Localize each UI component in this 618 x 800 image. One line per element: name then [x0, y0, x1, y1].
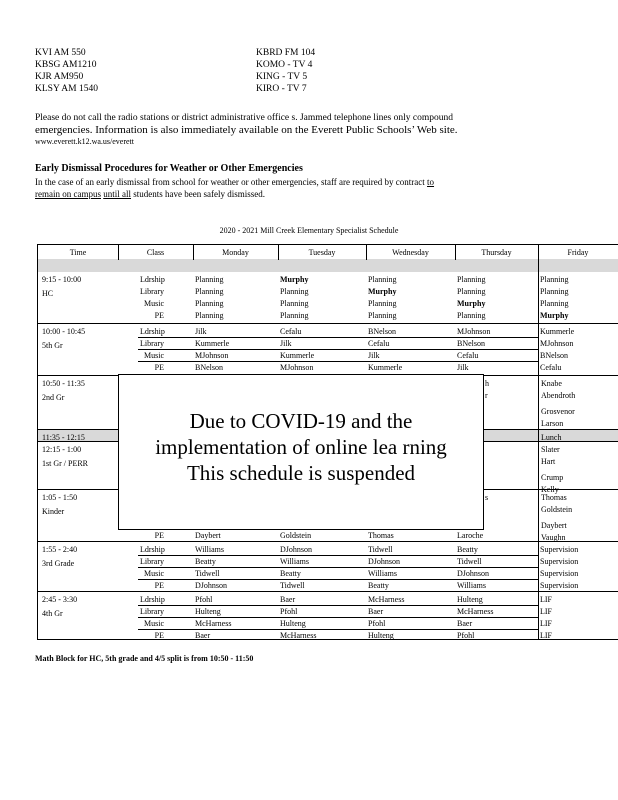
schedule-title: 2020 - 2021 Mill Creek Elementary Specialist Schedule: [219, 226, 399, 235]
schedule-cell: Hulteng: [195, 607, 221, 616]
schedule-cell: Daybert: [195, 531, 221, 540]
time-cell: 1:05 - 1:50: [42, 493, 78, 502]
schedule-cell: Williams: [195, 545, 225, 554]
schedule-cell: Kummerle: [195, 339, 230, 348]
schedule-cell: Williams: [457, 581, 487, 590]
partial-cell: s: [485, 493, 489, 502]
schedule-cell: Laroche: [457, 531, 484, 540]
class-cell: Ldrship: [140, 545, 165, 554]
group-cell: 1st Gr / PERR: [42, 459, 89, 468]
paragraph-text: In the case of an early dismissal from school for weather or other emergencies, staff are required by contract: [35, 177, 425, 187]
schedule-cell: Beatty: [457, 545, 478, 554]
class-cell: Library: [140, 287, 164, 296]
class-cell: PE: [154, 631, 164, 640]
header-shading: [38, 259, 618, 272]
column-header: Thursday: [481, 248, 512, 257]
schedule-cell: Williams: [368, 569, 398, 578]
schedule-cell: Planning: [280, 311, 309, 320]
class-cell: PE: [154, 531, 164, 540]
time-cell: 2:45 - 3:30: [42, 595, 78, 604]
partial-cell: h: [485, 379, 489, 388]
column-header: Time: [69, 248, 87, 257]
paragraph-line: [35, 176, 585, 188]
schedule-cell: BNelson: [540, 351, 568, 360]
schedule-cell: Pfohl: [368, 619, 386, 628]
friday-cell: Goldstein: [541, 505, 573, 514]
schedule-cell: Supervision: [540, 569, 579, 578]
schedule-cell: MJohnson: [195, 351, 229, 360]
friday-cell: Grosvenor: [541, 407, 575, 416]
notice-line: Please do not call the radio stations or district administrative office s. Jammed telephone lines only compound: [35, 113, 453, 123]
class-cell: Ldrship: [140, 595, 165, 604]
class-cell: PE: [154, 363, 164, 372]
schedule-cell: Tidwell: [195, 569, 220, 578]
friday-cell: Kelly: [541, 485, 559, 494]
schedule-cell: Kummerle: [368, 363, 403, 372]
schedule-cell: Pfohl: [195, 595, 213, 604]
schedule-cell: Planning: [368, 299, 397, 308]
radio-stations-right: [256, 47, 315, 95]
station-line: KBSG AM1210: [35, 60, 97, 70]
column-header: Tuesday: [308, 248, 336, 257]
schedule-cell: McHarness: [280, 631, 317, 640]
schedule-cell: Beatty: [195, 557, 216, 566]
friday-cell: Abendroth: [541, 391, 576, 400]
class-cell: Music: [144, 299, 164, 308]
covid-notice-line: This schedule is suspended: [186, 461, 416, 485]
friday-cell: Knabe: [541, 379, 562, 388]
class-cell: Music: [144, 619, 164, 628]
friday-cell: Daybert: [541, 521, 567, 530]
class-cell: Ldrship: [140, 327, 165, 336]
schedule-cell: Hulteng: [368, 631, 394, 640]
schedule-cell: LIF: [540, 607, 552, 616]
schedule-cell: LIF: [540, 619, 552, 628]
schedule-cell: Tidwell: [280, 581, 305, 590]
schedule-cell: Planning: [195, 275, 224, 284]
math-block-note: Math Block for HC, 5th grade and 4/5 split is from 10:50 - 11:50: [35, 654, 254, 663]
schedule-cell: MJohnson: [540, 339, 574, 348]
schedule-cell: Planning: [540, 299, 569, 308]
schedule-cell: Jilk: [280, 339, 292, 348]
schedule-cell: Planning: [368, 275, 397, 284]
schedule-cell: Beatty: [368, 581, 389, 590]
schedule-cell: Baer: [368, 607, 384, 616]
station-line: KIRO - TV 7: [256, 84, 307, 94]
schedule-cell: BNelson: [457, 339, 485, 348]
row-divider: [38, 323, 618, 324]
schedule-cell: Murphy: [457, 299, 486, 308]
schedule-cell: DJohnson: [457, 569, 490, 578]
group-cell: HC: [42, 289, 54, 298]
column-divider: [538, 244, 539, 640]
schedule-cell: LIF: [540, 595, 552, 604]
schedule-cell: MJohnson: [457, 327, 491, 336]
covid-notice-text: [118, 408, 484, 486]
schedule-cell: Tidwell: [457, 557, 482, 566]
schedule-cell: Kummerle: [540, 327, 575, 336]
schedule-cell: Planning: [540, 275, 569, 284]
schedule-cell: Cefalu: [540, 363, 562, 372]
row-divider: [38, 541, 618, 542]
group-cell: 2nd Gr: [42, 393, 65, 402]
friday-cell: Hart: [541, 457, 556, 466]
radio-stations-left: [35, 47, 98, 95]
schedule-cell: McHarness: [195, 619, 232, 628]
covid-notice-line: implementation of online lea rning: [155, 435, 447, 459]
schedule-cell: DJohnson: [368, 557, 401, 566]
friday-cell: Vaughn: [541, 533, 566, 542]
class-cell: PE: [154, 311, 164, 320]
schedule-cell: Baer: [195, 631, 211, 640]
station-line: KOMO - TV 4: [256, 60, 313, 70]
schedule-cell: MJohnson: [280, 363, 314, 372]
covid-notice-line: Due to COVID-19 and the: [189, 409, 413, 433]
time-cell: 10:00 - 10:45: [42, 327, 86, 336]
group-cell: 5th Gr: [42, 341, 63, 350]
notice-line: emergencies. Information is also immediately available on the Everett Public Schools’ Web site.: [35, 124, 458, 136]
schedule-cell: Planning: [540, 287, 569, 296]
time-cell: 12:15 - 1:00: [42, 445, 82, 454]
schedule-cell: Pfohl: [280, 607, 298, 616]
group-cell: 3rd Grade: [42, 559, 75, 568]
schedule-cell: Pfohl: [457, 631, 475, 640]
schedule-cell: Planning: [195, 287, 224, 296]
schedule-cell: Murphy: [540, 311, 569, 320]
schedule-cell: Planning: [195, 311, 224, 320]
station-line: KJR AM950: [35, 72, 84, 82]
friday-cell: Thomas: [541, 493, 567, 502]
schedule-cell: Kummerle: [280, 351, 315, 360]
class-cell: Ldrship: [140, 275, 165, 284]
schedule-cell: BNelson: [368, 327, 396, 336]
row-divider: [38, 591, 618, 592]
station-line: KVI AM 550: [35, 48, 86, 58]
class-cell: Library: [140, 607, 164, 616]
column-header: Friday: [567, 248, 589, 257]
early-dismissal-paragraph: [35, 176, 585, 200]
schedule-cell: Cefalu: [368, 339, 390, 348]
group-cell: 4th Gr: [42, 609, 63, 618]
station-line: KING - TV 5: [256, 72, 308, 82]
column-header: Monday: [222, 248, 249, 257]
class-cell: Library: [140, 339, 164, 348]
paragraph-text: students have been safely dismissed.: [133, 189, 265, 199]
friday-cell: Slater: [541, 445, 560, 454]
friday-cell: Crump: [541, 473, 564, 482]
schedule-cell: Cefalu: [280, 327, 302, 336]
schedule-cell: Jilk: [195, 327, 207, 336]
paragraph-text: until all: [103, 189, 131, 199]
schedule-cell: DJohnson: [195, 581, 228, 590]
schedule-cell: Murphy: [368, 287, 397, 296]
schedule-cell: DJohnson: [280, 545, 313, 554]
class-cell: PE: [154, 581, 164, 590]
class-cell: Music: [144, 569, 164, 578]
schedule-cell: Hulteng: [457, 595, 483, 604]
schedule-cell: McHarness: [368, 595, 405, 604]
schedule-cell: Supervision: [540, 581, 579, 590]
friday-cell: Larson: [541, 419, 564, 428]
schedule-cell: Supervision: [540, 545, 579, 554]
paragraph-text: remain on campus: [35, 189, 101, 199]
early-dismissal-heading: Early Dismissal Procedures for Weather or Other Emergencies: [35, 163, 303, 174]
group-cell: Kinder: [42, 507, 65, 516]
class-cell: Music: [144, 351, 164, 360]
schedule-cell: Jilk: [457, 363, 469, 372]
schedule-cell: Cefalu: [457, 351, 479, 360]
schedule-cell: McHarness: [457, 607, 494, 616]
schedule-cell: Tidwell: [368, 545, 393, 554]
column-header: Wednesday: [392, 248, 429, 257]
call-notice: [35, 112, 585, 147]
schedule-cell: Baer: [457, 619, 473, 628]
schedule-cell: BNelson: [195, 363, 223, 372]
paragraph-text: to: [427, 177, 435, 187]
schedule-cell: Planning: [368, 311, 397, 320]
schedule-cell: Planning: [280, 287, 309, 296]
time-cell: 1:55 - 2:40: [42, 545, 78, 554]
schedule-cell: LIF: [540, 631, 552, 640]
station-line: KBRD FM 104: [256, 48, 316, 58]
time-cell: 9:15 - 10:00: [42, 275, 82, 284]
time-cell: 11:35 - 12:15: [42, 433, 85, 442]
schedule-cell: Supervision: [540, 557, 579, 566]
schedule-cell: Thomas: [368, 531, 394, 540]
schedule-cell: Planning: [457, 287, 486, 296]
schedule-cell: Planning: [457, 275, 486, 284]
partial-cell: r: [485, 391, 488, 400]
schedule-cell: Planning: [195, 299, 224, 308]
schedule-cell: Jilk: [368, 351, 380, 360]
station-line: KLSY AM 1540: [35, 84, 98, 94]
schedule-cell: Planning: [457, 311, 486, 320]
schedule-cell: Williams: [280, 557, 310, 566]
column-header: Class: [146, 248, 165, 257]
time-cell: 10:50 - 11:35: [42, 379, 85, 388]
schedule-cell: Planning: [280, 299, 309, 308]
website-link[interactable]: www.everett.k12.wa.us/everett: [35, 137, 134, 146]
schedule-cell: Murphy: [280, 275, 309, 284]
schedule-cell: Hulteng: [280, 619, 306, 628]
schedule-cell: Beatty: [280, 569, 301, 578]
schedule-cell: Goldstein: [280, 531, 312, 540]
schedule-cell: Baer: [280, 595, 296, 604]
paragraph-line: [35, 188, 585, 200]
friday-cell: Lunch: [541, 433, 562, 442]
class-cell: Library: [140, 557, 164, 566]
